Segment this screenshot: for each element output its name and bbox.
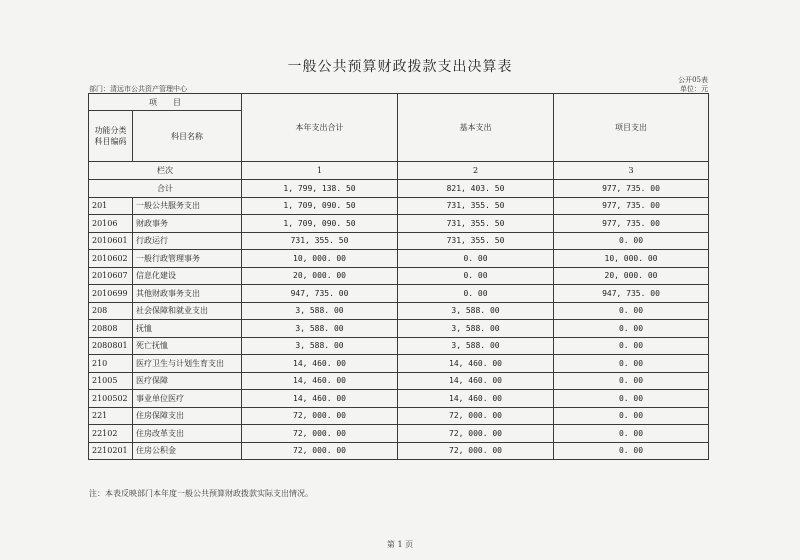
row-project: 0. 00 bbox=[554, 302, 709, 320]
row-name: 医疗保障 bbox=[133, 372, 242, 390]
table-row bbox=[89, 372, 709, 390]
row-basic: 72, 000. 00 bbox=[398, 407, 554, 425]
table-row bbox=[89, 197, 709, 215]
total-row bbox=[89, 180, 709, 198]
row-total: 1, 709, 090. 50 bbox=[242, 215, 398, 233]
row-basic: 3, 588. 00 bbox=[398, 337, 554, 355]
row-basic: 0. 00 bbox=[398, 285, 554, 303]
col-index-2: 2 bbox=[398, 162, 554, 180]
table-row bbox=[89, 390, 709, 408]
row-project: 0. 00 bbox=[554, 407, 709, 425]
total-total: 1, 799, 138. 50 bbox=[242, 180, 398, 198]
row-basic: 14, 460. 00 bbox=[398, 372, 554, 390]
row-code: 208 bbox=[89, 302, 133, 320]
table-row bbox=[89, 425, 709, 443]
row-basic: 731, 355. 50 bbox=[398, 232, 554, 250]
row-basic: 731, 355. 50 bbox=[398, 197, 554, 215]
row-code: 2010607 bbox=[89, 267, 133, 285]
footnote: 注：本表反映部门本年度一般公共预算财政拨款实际支出情况。 bbox=[89, 489, 313, 498]
col-project-header: 项目支出 bbox=[554, 94, 709, 162]
row-name: 行政运行 bbox=[133, 232, 242, 250]
row-name: 其他财政事务支出 bbox=[133, 285, 242, 303]
table-row bbox=[89, 250, 709, 268]
row-total: 72, 000. 00 bbox=[242, 442, 398, 460]
row-total: 72, 000. 00 bbox=[242, 425, 398, 443]
row-name: 住房保障支出 bbox=[133, 407, 242, 425]
row-total: 20, 000. 00 bbox=[242, 267, 398, 285]
unit-label: 单位：元 bbox=[680, 85, 708, 93]
row-code: 20808 bbox=[89, 320, 133, 338]
row-project: 0. 00 bbox=[554, 355, 709, 373]
page-title: 一般公共预算财政拨款支出决算表 bbox=[287, 59, 513, 75]
col-basic-header: 基本支出 bbox=[398, 94, 554, 162]
row-project: 0. 00 bbox=[554, 442, 709, 460]
row-basic: 0. 00 bbox=[398, 250, 554, 268]
func-code-header bbox=[89, 111, 133, 162]
row-code: 2080801 bbox=[89, 337, 133, 355]
row-project: 977, 735. 00 bbox=[554, 215, 709, 233]
row-code: 21005 bbox=[89, 372, 133, 390]
row-code: 2010602 bbox=[89, 250, 133, 268]
header-row-1 bbox=[89, 94, 709, 111]
row-total: 731, 355. 50 bbox=[242, 232, 398, 250]
row-name: 住房改革支出 bbox=[133, 425, 242, 443]
row-total: 14, 460. 00 bbox=[242, 355, 398, 373]
row-basic: 731, 355. 50 bbox=[398, 215, 554, 233]
row-name: 一般行政管理事务 bbox=[133, 250, 242, 268]
table-row bbox=[89, 215, 709, 233]
table-row bbox=[89, 355, 709, 373]
row-total: 1, 709, 090. 50 bbox=[242, 197, 398, 215]
row-project: 0. 00 bbox=[554, 372, 709, 390]
row-total: 10, 000. 00 bbox=[242, 250, 398, 268]
form-number: 公开05表 bbox=[678, 76, 708, 84]
subject-name-header: 科目名称 bbox=[133, 111, 242, 162]
row-project: 0. 00 bbox=[554, 390, 709, 408]
row-name: 死亡抚恤 bbox=[133, 337, 242, 355]
row-index-label: 栏次 bbox=[89, 162, 242, 180]
row-name: 事业单位医疗 bbox=[133, 390, 242, 408]
row-basic: 72, 000. 00 bbox=[398, 425, 554, 443]
row-code: 221 bbox=[89, 407, 133, 425]
row-project: 977, 735. 00 bbox=[554, 197, 709, 215]
total-project: 977, 735. 00 bbox=[554, 180, 709, 198]
row-name: 抚恤 bbox=[133, 320, 242, 338]
col-index-3: 3 bbox=[554, 162, 709, 180]
row-total: 3, 588. 00 bbox=[242, 302, 398, 320]
row-code: 2210201 bbox=[89, 442, 133, 460]
row-project: 947, 735. 00 bbox=[554, 285, 709, 303]
table-row bbox=[89, 442, 709, 460]
expenditure-table bbox=[88, 93, 709, 460]
row-basic: 3, 588. 00 bbox=[398, 302, 554, 320]
table-row bbox=[89, 285, 709, 303]
row-code: 2100502 bbox=[89, 390, 133, 408]
department-label: 部门：清远市公共资产管理中心 bbox=[89, 85, 187, 93]
row-total: 947, 735. 00 bbox=[242, 285, 398, 303]
row-code: 2010699 bbox=[89, 285, 133, 303]
index-row bbox=[89, 162, 709, 180]
item-group-header: 项 目 bbox=[89, 94, 242, 111]
table-row bbox=[89, 232, 709, 250]
row-code: 210 bbox=[89, 355, 133, 373]
row-project: 20, 000. 00 bbox=[554, 267, 709, 285]
row-code: 20106 bbox=[89, 215, 133, 233]
row-project: 10, 000. 00 bbox=[554, 250, 709, 268]
row-total: 14, 460. 00 bbox=[242, 390, 398, 408]
table-row bbox=[89, 320, 709, 338]
row-name: 社会保障和就业支出 bbox=[133, 302, 242, 320]
page-number: 第 1 页 bbox=[386, 540, 414, 549]
table-row bbox=[89, 407, 709, 425]
total-label: 合计 bbox=[89, 180, 242, 198]
row-basic: 0. 00 bbox=[398, 267, 554, 285]
table-row bbox=[89, 337, 709, 355]
row-code: 2010601 bbox=[89, 232, 133, 250]
row-name: 一般公共服务支出 bbox=[133, 197, 242, 215]
row-total: 3, 588. 00 bbox=[242, 320, 398, 338]
row-basic: 72, 000. 00 bbox=[398, 442, 554, 460]
row-project: 0. 00 bbox=[554, 320, 709, 338]
row-code: 22102 bbox=[89, 425, 133, 443]
total-basic: 821, 403. 50 bbox=[398, 180, 554, 198]
table-row bbox=[89, 302, 709, 320]
col-index-1: 1 bbox=[242, 162, 398, 180]
table-row bbox=[89, 267, 709, 285]
row-project: 0. 00 bbox=[554, 232, 709, 250]
col-total-header: 本年支出合计 bbox=[242, 94, 398, 162]
func-code-header-line-1: 功能分类 bbox=[94, 126, 127, 135]
row-basic: 3, 588. 00 bbox=[398, 320, 554, 338]
row-total: 14, 460. 00 bbox=[242, 372, 398, 390]
row-basic: 14, 460. 00 bbox=[398, 390, 554, 408]
row-code: 201 bbox=[89, 197, 133, 215]
row-name: 财政事务 bbox=[133, 215, 242, 233]
row-total: 3, 588. 00 bbox=[242, 337, 398, 355]
row-project: 0. 00 bbox=[554, 425, 709, 443]
row-name: 住房公积金 bbox=[133, 442, 242, 460]
row-project: 0. 00 bbox=[554, 337, 709, 355]
row-name: 信息化建设 bbox=[133, 267, 242, 285]
func-code-header-line-2: 科目编码 bbox=[94, 137, 127, 146]
row-total: 72, 000. 00 bbox=[242, 407, 398, 425]
row-basic: 14, 460. 00 bbox=[398, 355, 554, 373]
row-name: 医疗卫生与计划生育支出 bbox=[133, 355, 242, 373]
